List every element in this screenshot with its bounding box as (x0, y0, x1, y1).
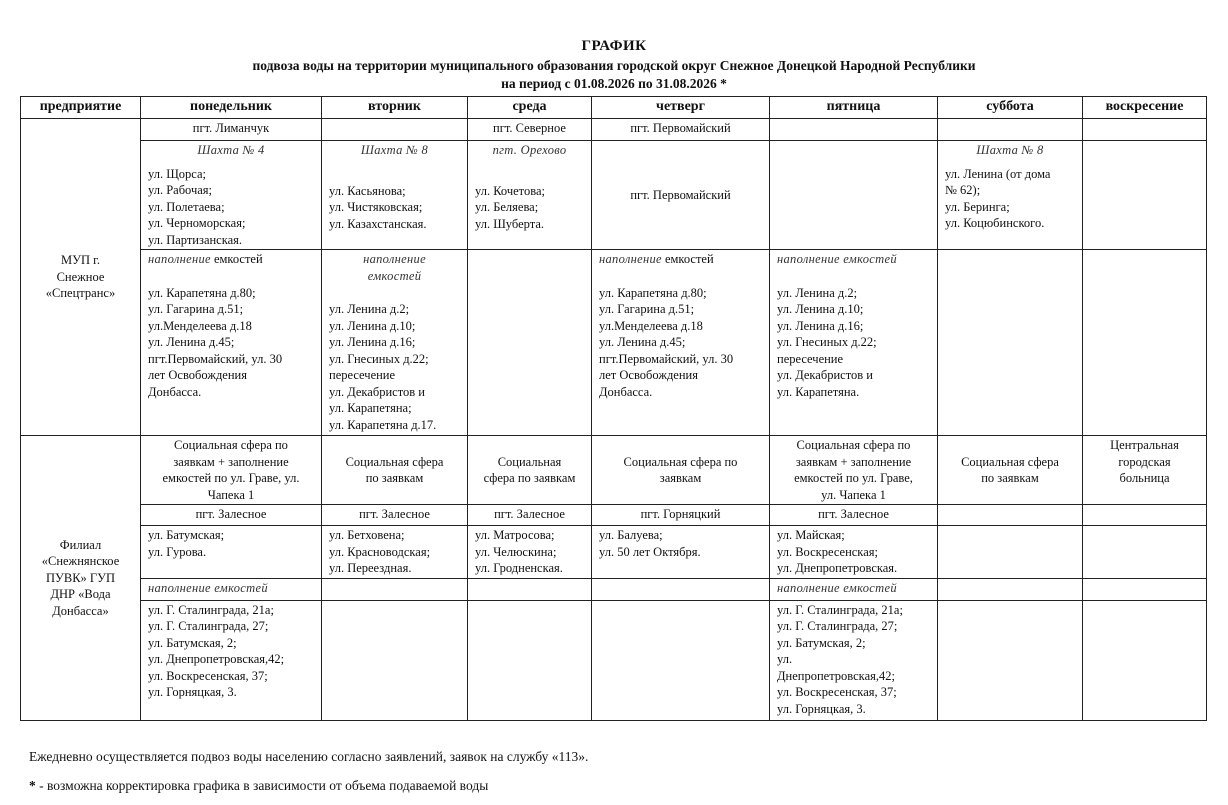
org2-sat-filling (938, 600, 1083, 720)
social-line: ул. Чапека 1 (821, 487, 886, 502)
address: ул. Ленина д.45; (599, 335, 686, 349)
address: ул.Менделеева д.18 (599, 318, 703, 333)
street: ул. Гродненская. (475, 561, 563, 575)
social-line: заявкам + заполнение (173, 454, 289, 469)
asterisk-mark: * (29, 778, 36, 793)
address: ул. Горняцкая, 3. (148, 685, 237, 699)
org2-fri-social (770, 436, 938, 505)
address: ул. Батумская, 2; (148, 635, 237, 650)
org2-fri-streets (770, 526, 938, 579)
col-header-saturday: суббота (938, 97, 1083, 119)
org2-tue-filling-label (322, 578, 468, 600)
address: ул. Гагарина д.51; (148, 302, 244, 316)
address: ул. Декабристов и (777, 368, 873, 382)
org2-wed-streets (468, 526, 592, 579)
address: Донбасса. (599, 384, 653, 399)
col-header-monday: понедельник (141, 97, 322, 119)
org2-name-line: Филиал (59, 537, 102, 552)
filling-label: наполнение (599, 252, 662, 266)
org1-wed-streets (468, 141, 592, 250)
street: ул. Чистяковская; (329, 200, 423, 214)
org2-thu-streets (592, 526, 770, 579)
address: ул. Карапетяна д.17. (329, 417, 437, 432)
org2-tue-streets (322, 526, 468, 579)
org1-tue-filling (322, 250, 468, 436)
address: ул. Декабристов и (329, 384, 425, 399)
org2-sun-social (1083, 436, 1207, 505)
settlement-label: пгт. Орехово (492, 143, 567, 157)
col-header-tuesday: вторник (322, 97, 468, 119)
address: ул. Воскресенская, 37; (777, 685, 897, 699)
address: ул. Гнесиных д.22; (777, 335, 877, 349)
org1-tue-settlement (322, 119, 468, 141)
org2-tue-social (322, 436, 468, 505)
address: ул. Карапетяна; (329, 401, 412, 415)
street: ул. Полетаева; (148, 199, 225, 214)
org1-name-line: МУП г. (61, 253, 100, 268)
org1-mon-settlement: пгт. Лиманчук (141, 119, 322, 141)
social-line: емкостей по ул. Граве, (794, 471, 913, 485)
org1-sat-settlement (938, 119, 1083, 141)
address: ул. (777, 652, 793, 666)
address: ул. Ленина д.2; (777, 285, 858, 300)
org2-row-settlements (21, 505, 1207, 526)
org2-sun-filling (1083, 600, 1207, 720)
social-line: Социальная сфера по (796, 438, 911, 452)
col-header-thursday: четверг (592, 97, 770, 119)
social-line: Социальная (497, 454, 562, 469)
address: ул. Г. Сталинграда, 27; (777, 619, 898, 633)
address: ул. Воскресенская, 37; (148, 668, 268, 683)
org2-tue-settlement: пгт. Залесное (322, 505, 468, 526)
org1-thu-filling (592, 250, 770, 436)
street: ул. Бетховена; (329, 528, 405, 542)
address: ул. Ленина д.45; (148, 335, 235, 349)
address: Днепропетровская,42; (777, 668, 895, 683)
address: ул. Г. Сталинграда, 21а; (777, 602, 903, 617)
filling-label: наполнение емкостей (141, 578, 322, 600)
filling-word: емкостей (213, 252, 263, 266)
street: ул. Беляева; (475, 200, 539, 214)
org2-row-filling-label (21, 578, 1207, 600)
org2-mon-social (141, 436, 322, 505)
org1-row-settlements (21, 119, 1207, 141)
mine-label: Шахта № 8 (360, 143, 429, 157)
org1-row-filling (21, 250, 1207, 436)
mine-label: Шахта № 8 (976, 143, 1044, 157)
org2-fri-filling (770, 600, 938, 720)
street: ул. Гурова. (148, 544, 207, 559)
street: ул. Рабочая; (148, 183, 213, 197)
org2-thu-filling-label (592, 578, 770, 600)
street: ул. Коцюбинского. (945, 216, 1045, 230)
address: ул. Гнесиных д.22; (329, 351, 429, 366)
org1-fri-streets (770, 141, 938, 250)
col-header-wednesday: среда (468, 97, 592, 119)
street: ул. Челюскина; (475, 544, 557, 559)
street: ул. Беринга; (945, 199, 1010, 214)
social-line: Социальная сфера по (623, 454, 738, 469)
address: пересечение (329, 368, 396, 382)
address: пгт.Первомайский, ул. 30 (148, 351, 283, 366)
hospital-line: Центральная (1110, 438, 1179, 452)
hospital-line: городская (1118, 454, 1171, 469)
org1-row-streets (21, 141, 1207, 250)
org1-fri-settlement (770, 119, 938, 141)
filling-label: наполнение (148, 252, 211, 266)
org2-name-line: Донбасса» (52, 603, 109, 618)
address: ул. Карапетяна д.80; (148, 285, 256, 300)
social-line: Социальная сфера (961, 454, 1059, 469)
address: пгт.Первомайский, ул. 30 (599, 351, 734, 366)
address: лет Освобождения (599, 368, 698, 382)
org1-mon-streets (141, 141, 322, 250)
address: ул. Гагарина д.51; (599, 302, 695, 316)
address: Донбасса. (148, 384, 202, 399)
address: ул. Батумская, 2; (777, 635, 866, 650)
col-header-enterprise: предприятие (21, 97, 141, 119)
org2-thu-settlement: пгт. Горняцкий (592, 505, 770, 526)
street: ул. 50 лет Октября. (599, 544, 701, 559)
org1-fri-filling (770, 250, 938, 436)
street: ул. Черноморская; (148, 216, 246, 230)
org2-thu-social (592, 436, 770, 505)
org2-name-line: ДНР «Вода (50, 587, 111, 601)
address: ул. Карапетяна д.80; (599, 285, 707, 300)
col-header-friday: пятница (770, 97, 938, 119)
address: ул. Карапетяна. (777, 384, 860, 399)
social-line: емкостей по ул. Граве, ул. (162, 471, 300, 485)
org2-sat-social (938, 436, 1083, 505)
org2-fri-settlement: пгт. Залесное (770, 505, 938, 526)
street: ул. Балуева; (599, 528, 663, 542)
hospital-line: больница (1119, 471, 1170, 485)
org1-wed-filling (468, 250, 592, 436)
social-line: заявкам (659, 471, 702, 485)
street: ул. Партизанская. (148, 232, 243, 247)
address: ул. Днепропетровская,42; (148, 652, 285, 666)
document-subtitle: подвоза воды на территории муниципального образования городской округ Снежное Донецкой Народной Республики (252, 58, 976, 73)
street: ул. Красноводская; (329, 544, 431, 559)
address: лет Освобождения (148, 368, 247, 382)
org2-wed-social (468, 436, 592, 505)
social-line: Чапека 1 (207, 487, 255, 502)
filling-word: емкостей (664, 252, 714, 266)
org1-thu-streets: пгт. Первомайский (592, 141, 770, 250)
org2-thu-filling (592, 600, 770, 720)
footer-disclaimer-text: - возможна корректировка графика в зависимости от объема подаваемой воды (35, 778, 489, 793)
social-line: по заявкам (365, 471, 424, 485)
social-line: по заявкам (981, 471, 1039, 485)
street: ул. Матросова; (475, 528, 555, 542)
address: ул.Менделеева д.18 (148, 318, 252, 333)
mine-label: Шахта № 4 (197, 143, 265, 157)
org2-wed-settlement: пгт. Залесное (468, 505, 592, 526)
org1-sun-streets (1083, 141, 1207, 250)
org1-thu-settlement: пгт. Первомайский (592, 119, 770, 141)
street: ул. Майская; (777, 528, 845, 542)
org2-row-filling-addresses (21, 600, 1207, 720)
address: ул. Г. Сталинграда, 27; (148, 619, 269, 633)
org2-row-streets (21, 526, 1207, 579)
org2-row-social (21, 436, 1207, 505)
org2-mon-streets (141, 526, 322, 579)
social-line: Социальная сфера по (174, 438, 288, 452)
footer-disclaimer (29, 778, 488, 794)
social-line: заявкам + заполнение (795, 454, 912, 469)
org2-name-line: «Снежнянское (41, 554, 120, 568)
org1-name-cell (21, 119, 141, 436)
org1-mon-filling (141, 250, 322, 436)
org2-sun-settlement (1083, 505, 1207, 526)
org2-tue-filling (322, 600, 468, 720)
address: ул. Ленина д.16; (777, 318, 864, 333)
street: ул. Днепропетровская. (777, 561, 898, 575)
schedule-table (20, 96, 1207, 721)
org1-sat-streets (938, 141, 1083, 250)
filling-label: наполнение (363, 252, 426, 266)
org2-mon-settlement: пгт. Залесное (141, 505, 322, 526)
street: ул. Ленина (от дома (945, 166, 1051, 181)
filling-label: наполнение емкостей (777, 252, 897, 266)
street: № 62); (945, 183, 981, 197)
org2-name-cell (21, 436, 141, 721)
social-line: Социальная сфера (345, 454, 444, 469)
street: ул. Шуберта. (475, 216, 545, 231)
address: пересечение (777, 351, 844, 366)
org1-tue-streets (322, 141, 468, 250)
street: ул. Щорса; (148, 166, 207, 181)
org2-sat-settlement (938, 505, 1083, 526)
address: ул. Ленина д.10; (329, 318, 416, 333)
address: ул. Ленина д.2; (329, 302, 410, 316)
street: ул. Касьянова; (329, 183, 406, 198)
social-line: сфера по заявкам (483, 471, 576, 485)
street: ул. Батумская; (148, 528, 225, 542)
org1-sun-filling (1083, 250, 1207, 436)
street: ул. Казахстанская. (329, 216, 427, 231)
org1-sat-filling (938, 250, 1083, 436)
org2-wed-filling-label (468, 578, 592, 600)
org1-sun-settlement (1083, 119, 1207, 141)
address: ул. Ленина д.10; (777, 302, 864, 316)
org2-wed-filling (468, 600, 592, 720)
org1-name-line: Снежное (56, 269, 105, 284)
header-row (21, 97, 1207, 119)
org2-name-line: ПУВК» ГУП (45, 570, 116, 585)
org2-sun-streets (1083, 526, 1207, 579)
document-title: ГРАФИК (581, 38, 647, 54)
street: ул. Воскресенская; (777, 544, 878, 559)
org2-sat-filling-label (938, 578, 1083, 600)
address: ул. Ленина д.16; (329, 335, 416, 349)
org2-mon-filling (141, 600, 322, 720)
org2-sat-streets (938, 526, 1083, 579)
org1-wed-settlement: пгт. Северное (468, 119, 592, 141)
org1-name-line: «Спецтранс» (45, 286, 116, 301)
org2-sun-filling-label (1083, 578, 1207, 600)
document-period: на период с 01.08.2026 по 31.08.2026 * (501, 76, 727, 91)
col-header-sunday: воскресение (1083, 97, 1207, 119)
street: ул. Переездная. (329, 561, 412, 575)
filling-label: емкостей (367, 268, 422, 283)
footer-note: Ежедневно осуществляется подвоз воды населению согласно заявлений, заявок на службу «113». (29, 749, 589, 764)
address: ул. Г. Сталинграда, 21а; (148, 602, 274, 617)
address: ул. Горняцкая, 3. (777, 701, 866, 716)
street: ул. Кочетова; (475, 183, 545, 198)
filling-label: наполнение емкостей (770, 578, 938, 600)
